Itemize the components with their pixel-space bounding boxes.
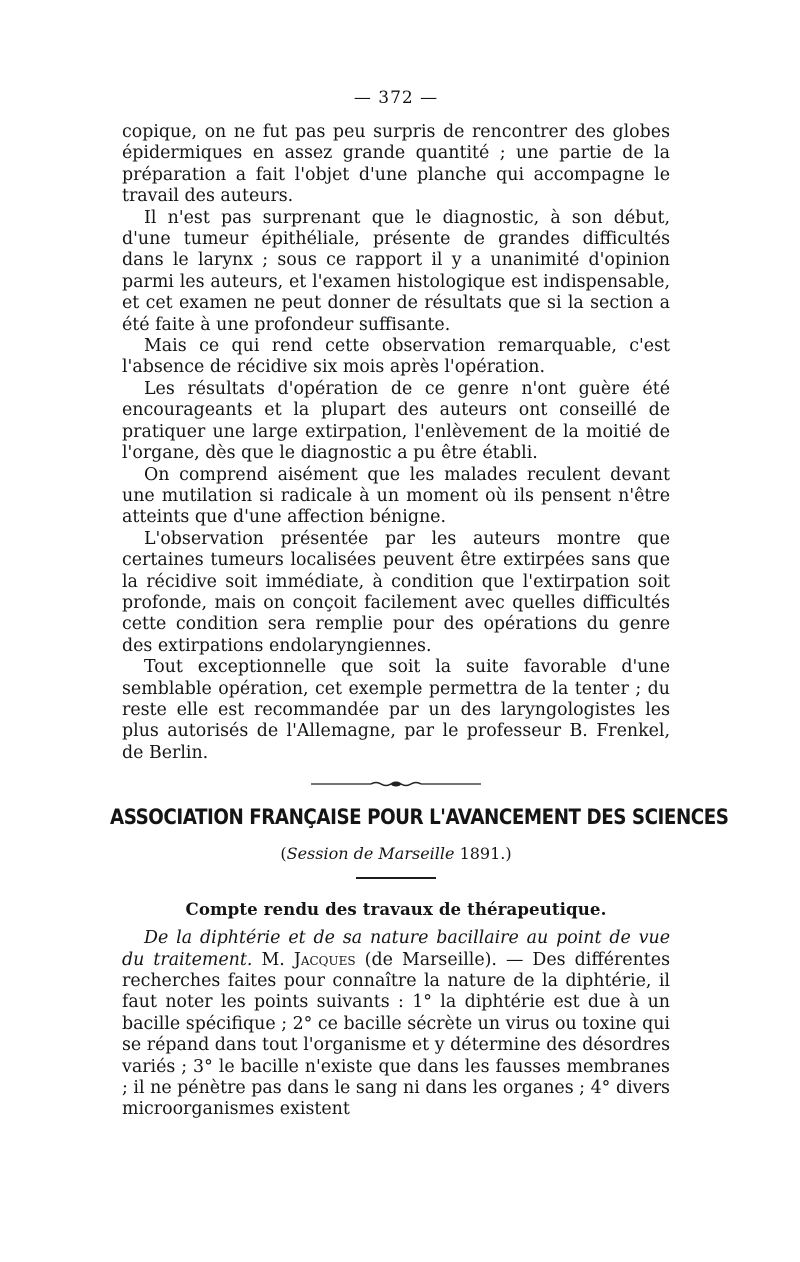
article-author: Jacques: [293, 949, 356, 970]
paragraph-diagnostic: Il n'est pas surprenant que le diagnostic, à son début, d'une tumeur épithéliale, présente de grandes difficultés dans le larynx ; sous ce rapport il y a unanimité d'opinion parmi les auteurs, et l'examen histologique est indispensable, et cet examen ne peut donner de résultats que si la section a été faite à une profondeur suffisante.: [122, 207, 670, 335]
session-open-paren: (: [280, 844, 287, 864]
paragraph-authors-observation: L'observation présentée par les auteurs montre que certaines tumeurs localisées peuvent être extirpées sans que la récidive soit immédiate, à condition que l'extirpation soit profonde, mais on conçoit facilement avec quelles difficultés cette condition sera remplie pour des opérations du genre des extirpations endolaryngiennes.: [122, 528, 670, 656]
subheading: Compte rendu des travaux de thérapeutique.: [185, 899, 607, 920]
article-text: (de Marseille). — Des différentes recherches faites pour connaître la nature de la diphtérie, il faut noter les points suivants : 1° la diphtérie est due à un bacille spécifique ; 2° ce bacille sécrète un virus ou toxine qui se répand dans tout l'organisme et y détermine des désordres variés ; 3° le bacille n'existe que dans les fausses membranes ; il ne pénètre pas dans le sang ni dans les organes ; 4° divers microorganismes existent: [122, 949, 670, 1120]
divider-rule: [356, 877, 436, 879]
article-author-prefix: M.: [252, 949, 294, 970]
ornament-divider: [311, 779, 481, 789]
paragraph-patients: On comprend aisément que les malades reculent devant une mutilation si radicale à un moment où ils pensent n'être atteints que d'une affection bénigne.: [122, 464, 670, 528]
page-number: — 372 —: [353, 88, 439, 108]
document-page: [110, 88, 729, 1121]
paragraph-article: [122, 928, 670, 1121]
session-label: Session de Marseille: [286, 844, 455, 864]
paragraph-continuation: copique, on ne fut pas peu surpris de rencontrer des globes épidermiques en assez grande quantité ; une partie de la préparation a fait l'objet d'une planche qui accompagne le travail des auteurs.: [122, 122, 670, 207]
paragraph-observation: Mais ce qui rend cette observation remarquable, c'est l'absence de récidive six mois après l'opération.: [122, 336, 670, 378]
article-title: De la diphtérie et de sa nature bacillaire au point de vue du traitement.: [122, 928, 670, 970]
session-year: 1891.): [454, 844, 512, 864]
section-title: ASSOCIATION FRANÇAISE POUR L'AVANCEMENT DES SCIENCES: [110, 805, 729, 831]
paragraph-conclusion: Tout exceptionnelle que soit la suite favorable d'une semblable opération, cet exemple permettra de la tenter ; du reste elle est recommandée par un des laryngologistes les plus autorisés de l'Allemagne, par le professeur B. Frenkel, de Berlin.: [122, 657, 670, 763]
paragraph-results: Les résultats d'opération de ce genre n'ont guère été encourageants et la plupart des auteurs ont conseillé de pratiquer une large extirpation, l'enlèvement de la moitié de l'organe, dès que le diagnostic a pu être établi.: [122, 378, 670, 464]
session-line: [122, 844, 670, 863]
